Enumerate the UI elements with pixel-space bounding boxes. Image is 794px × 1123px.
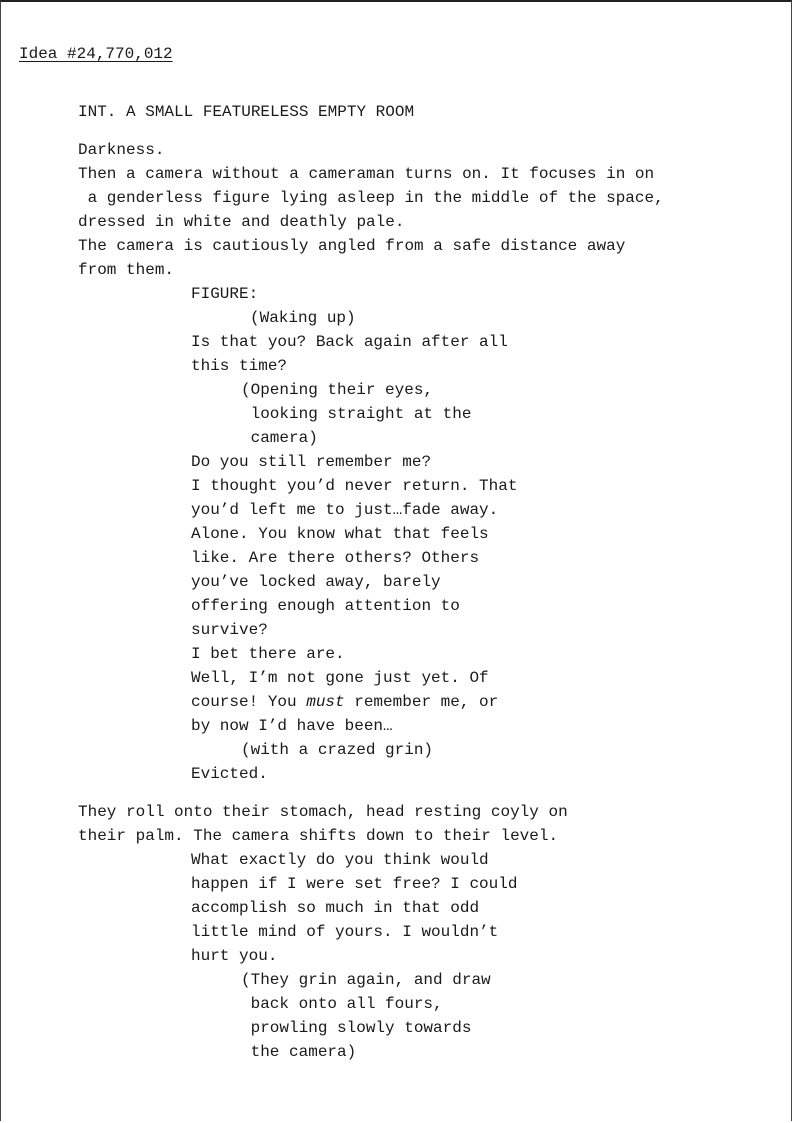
dialogue-block-3 (191, 762, 268, 786)
parenthetical-line: (with a crazed grin) (241, 741, 434, 759)
parenthetical-4 (241, 968, 491, 1064)
parenthetical-1 (250, 306, 356, 330)
action-line: Then a camera without a cameraman turns on. It focuses in on (78, 165, 655, 183)
action-line: Darkness. (78, 141, 165, 159)
dialogue-line: offering enough attention to (191, 597, 460, 615)
parenthetical-line: camera) (241, 429, 318, 447)
dialogue-line: I bet there are. (191, 645, 345, 663)
scene-heading: INT. A SMALL FEATURELESS EMPTY ROOM (78, 103, 415, 121)
parenthetical-line: (Opening their eyes, (241, 381, 434, 399)
dialogue-line: you’d left me to just…fade away. (191, 501, 499, 519)
character-name: FIGURE: (191, 285, 259, 303)
dialogue-block-4 (191, 848, 517, 968)
dialogue-line: this time? (191, 357, 288, 375)
dialogue-line: I thought you’d never return. That (191, 477, 518, 495)
dialogue-line: accomplish so much in that odd (191, 899, 480, 917)
dialogue-line: you’ve locked away, barely (191, 573, 441, 591)
parenthetical-3 (241, 738, 433, 762)
document-title: Idea #24,770,012 (19, 45, 173, 63)
dialogue-line: Is that you? Back again after all (191, 333, 508, 351)
dialogue-line: by now I’d have been… (191, 717, 393, 735)
dialogue-line: happen if I were set free? I could (191, 875, 518, 893)
dialogue-line: What exactly do you think would (191, 851, 489, 869)
dialogue-line: Alone. You know what that feels (191, 525, 489, 543)
emphasized-word: must (306, 693, 345, 711)
parenthetical-2 (241, 378, 471, 450)
dialogue-text: remember me, or (344, 693, 499, 711)
dialogue-block-2 (191, 450, 517, 738)
action-block-1 (78, 138, 664, 282)
dialogue-line-emphasis (191, 690, 517, 714)
action-line: The camera is cautiously angled from a safe distance away (78, 237, 626, 255)
parenthetical-line: (Waking up) (250, 309, 356, 327)
dialogue-text: course! You (191, 693, 307, 711)
parenthetical-line: (They grin again, and draw (241, 971, 491, 989)
dialogue-line: survive? (191, 621, 268, 639)
action-line: from them. (78, 261, 175, 279)
parenthetical-line: back onto all fours, (241, 995, 443, 1013)
dialogue-line: hurt you. (191, 947, 278, 965)
dialogue-line: Evicted. (191, 765, 268, 783)
parenthetical-line: prowling slowly towards (241, 1019, 472, 1037)
action-line: their palm. The camera shifts down to their level. (78, 827, 559, 845)
dialogue-line: like. Are there others? Others (191, 549, 480, 567)
dialogue-line: little mind of yours. I wouldn’t (191, 923, 499, 941)
action-line: a genderless figure lying asleep in the middle of the space, (78, 189, 664, 207)
dialogue-line: Do you still remember me? (191, 453, 432, 471)
action-line: dressed in white and deathly pale. (78, 213, 405, 231)
parenthetical-line: the camera) (241, 1043, 357, 1061)
action-line: They roll onto their stomach, head resting coyly on (78, 803, 568, 821)
action-block-2 (78, 800, 568, 848)
dialogue-line: Well, I’m not gone just yet. Of (191, 669, 489, 687)
parenthetical-line: looking straight at the (241, 405, 472, 423)
dialogue-block-1 (191, 330, 508, 378)
